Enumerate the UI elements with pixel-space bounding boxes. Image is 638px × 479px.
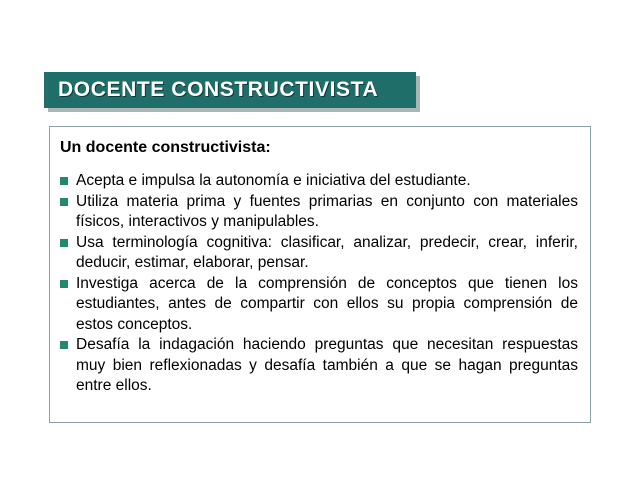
bullet-text: Investiga acerca de la comprensión de conceptos que tienen los estudiantes, antes de compartir con ellos su propia comprensión de estos conceptos. xyxy=(76,274,578,333)
square-bullet-icon xyxy=(60,177,68,185)
title-banner xyxy=(44,72,416,108)
bullet-text: Acepta e impulsa la autonomía e iniciativa del estudiante. xyxy=(76,172,471,189)
bullet-list xyxy=(60,171,578,397)
square-bullet-icon xyxy=(60,198,68,206)
square-bullet-icon xyxy=(60,280,68,288)
bullet-text: Desafía la indagación haciendo preguntas que necesitan respuestas muy bien reflexionadas y desafía también a que se hagan preguntas entre ellos. xyxy=(76,336,578,394)
list-item xyxy=(60,171,578,192)
list-item xyxy=(60,335,578,397)
list-item xyxy=(60,233,578,274)
square-bullet-icon xyxy=(60,341,68,349)
list-item xyxy=(60,274,578,336)
list-item xyxy=(60,192,578,233)
intro-text: Un docente constructivista: xyxy=(60,139,271,156)
slide-title: DOCENTE CONSTRUCTIVISTA xyxy=(58,78,379,101)
bullet-text: Usa terminología cognitiva: clasificar, analizar, predecir, crear, inferir, deducir, estimar, elaborar, pensar. xyxy=(76,233,578,271)
content-box xyxy=(49,126,591,423)
bullet-text: Utiliza materia prima y fuentes primarias en conjunto con materiales físicos, interactivos y manipulables. xyxy=(76,192,578,230)
square-bullet-icon xyxy=(60,239,68,247)
